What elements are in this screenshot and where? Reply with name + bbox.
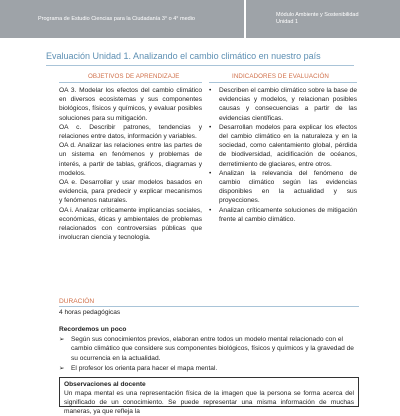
indicators-list — [209, 86, 357, 224]
indicator-item — [209, 206, 357, 224]
observations-title: Observaciones al docente — [64, 381, 146, 388]
indicator-item — [209, 86, 357, 123]
bullet-icon: • — [209, 169, 212, 177]
teacher-observations-box — [59, 377, 359, 415]
indicator-text: Analizan críticamente soluciones de mitigación frente al cambio climático. — [219, 206, 357, 223]
recall-item — [59, 335, 359, 363]
indicator-item — [209, 169, 357, 206]
observations-text: Un mapa mental es una representación física de la imagen que la persona se forma acerca del significado de un conocimiento. Se puede representar una misma información de muchas maneras, ya que refleja la — [64, 390, 354, 415]
arrow-bullet-icon: ➢ — [59, 336, 65, 343]
objectives-list — [59, 86, 202, 242]
objective-item: OA d. Analizar las relaciones entre las partes de un sistema en fenómenos y problemas de interés, a partir de tablas, gráficos, diagramas y modelos. — [59, 142, 202, 177]
recall-text: Según sus conocimientos previos, elaboran entre todos un modelo mental relacionado con el cambio climático que considere sus componentes biológicos, físicos y químicos y la gravedad de su ocurrencia en la actualidad. — [71, 336, 354, 362]
recall-item — [59, 364, 359, 373]
duration-header: DURACIÓN — [59, 298, 95, 305]
title-divider — [46, 65, 354, 66]
header-unit-text: Unidad 1 — [276, 19, 299, 25]
arrow-bullet-icon: ➢ — [59, 365, 65, 372]
objective-item: OA e. Desarrollar y usar modelos basados en evidencia, para predecir y explicar mecanismos y fenómenos naturales. — [59, 179, 202, 205]
page-title: Evaluación Unidad 1. Analizando el cambio climático en nuestro país — [46, 51, 321, 61]
duration-divider — [59, 306, 359, 307]
objectives-header: OBJETIVOS DE APRENDIZAJE — [88, 73, 180, 80]
bullet-icon: • — [209, 123, 212, 131]
indicator-text: Desarrollan modelos para explicar los efectos del cambio climático en la naturaleza y en la sociedad, como calentamiento global, pérdida de biodiversidad, acidificación de océanos, derretimiento de glaciares, entre otros. — [219, 123, 357, 168]
recall-title: Recordemos un poco — [59, 326, 127, 333]
bullet-icon: • — [209, 206, 212, 214]
indicators-header: INDICADORES DE EVALUACIÓN — [232, 73, 329, 80]
objective-item: OA i. Analizar críticamente implicancias sociales, económicas, éticas y ambientales de problemas relacionados con controversias públicas que involucran ciencia y tecnología. — [59, 206, 202, 242]
header-module-band — [246, 0, 400, 38]
objective-item: OA c. Describir patrones, tendencias y relaciones entre datos, información y variables. — [59, 123, 202, 141]
indicator-text: Analizan la relevancia del fenómeno de cambio climático según las evidencias disponibles en la actualidad y sus proyecciones. — [219, 169, 357, 205]
indicators-divider — [209, 82, 357, 83]
objective-item: OA 3. Modelar los efectos del cambio climático en diversos ecosistemas y sus componentes biológicos, físicos y químicos, y evaluar posibles soluciones para su mitigación. — [59, 87, 202, 122]
header-module-text: Módulo Ambiente y Sostenibilidad — [276, 12, 359, 18]
header-program-text: Programa de Estudio Ciencias para la Ciudadanía 3° o 4° medio — [38, 15, 195, 22]
indicator-item — [209, 123, 357, 169]
page-header — [0, 0, 400, 38]
recall-text: El profesor los orienta para hacer el mapa mental. — [71, 365, 218, 372]
bullet-icon: • — [209, 87, 212, 94]
duration-value: 4 horas pedagógicas — [59, 309, 121, 316]
header-program-band — [0, 0, 244, 38]
objectives-divider — [59, 82, 202, 83]
indicator-text: Describen el cambio climático sobre la base de evidencias y modelos, y relacionan posibles causas y consecuencias a partir de las evidencias científicas. — [219, 87, 357, 122]
